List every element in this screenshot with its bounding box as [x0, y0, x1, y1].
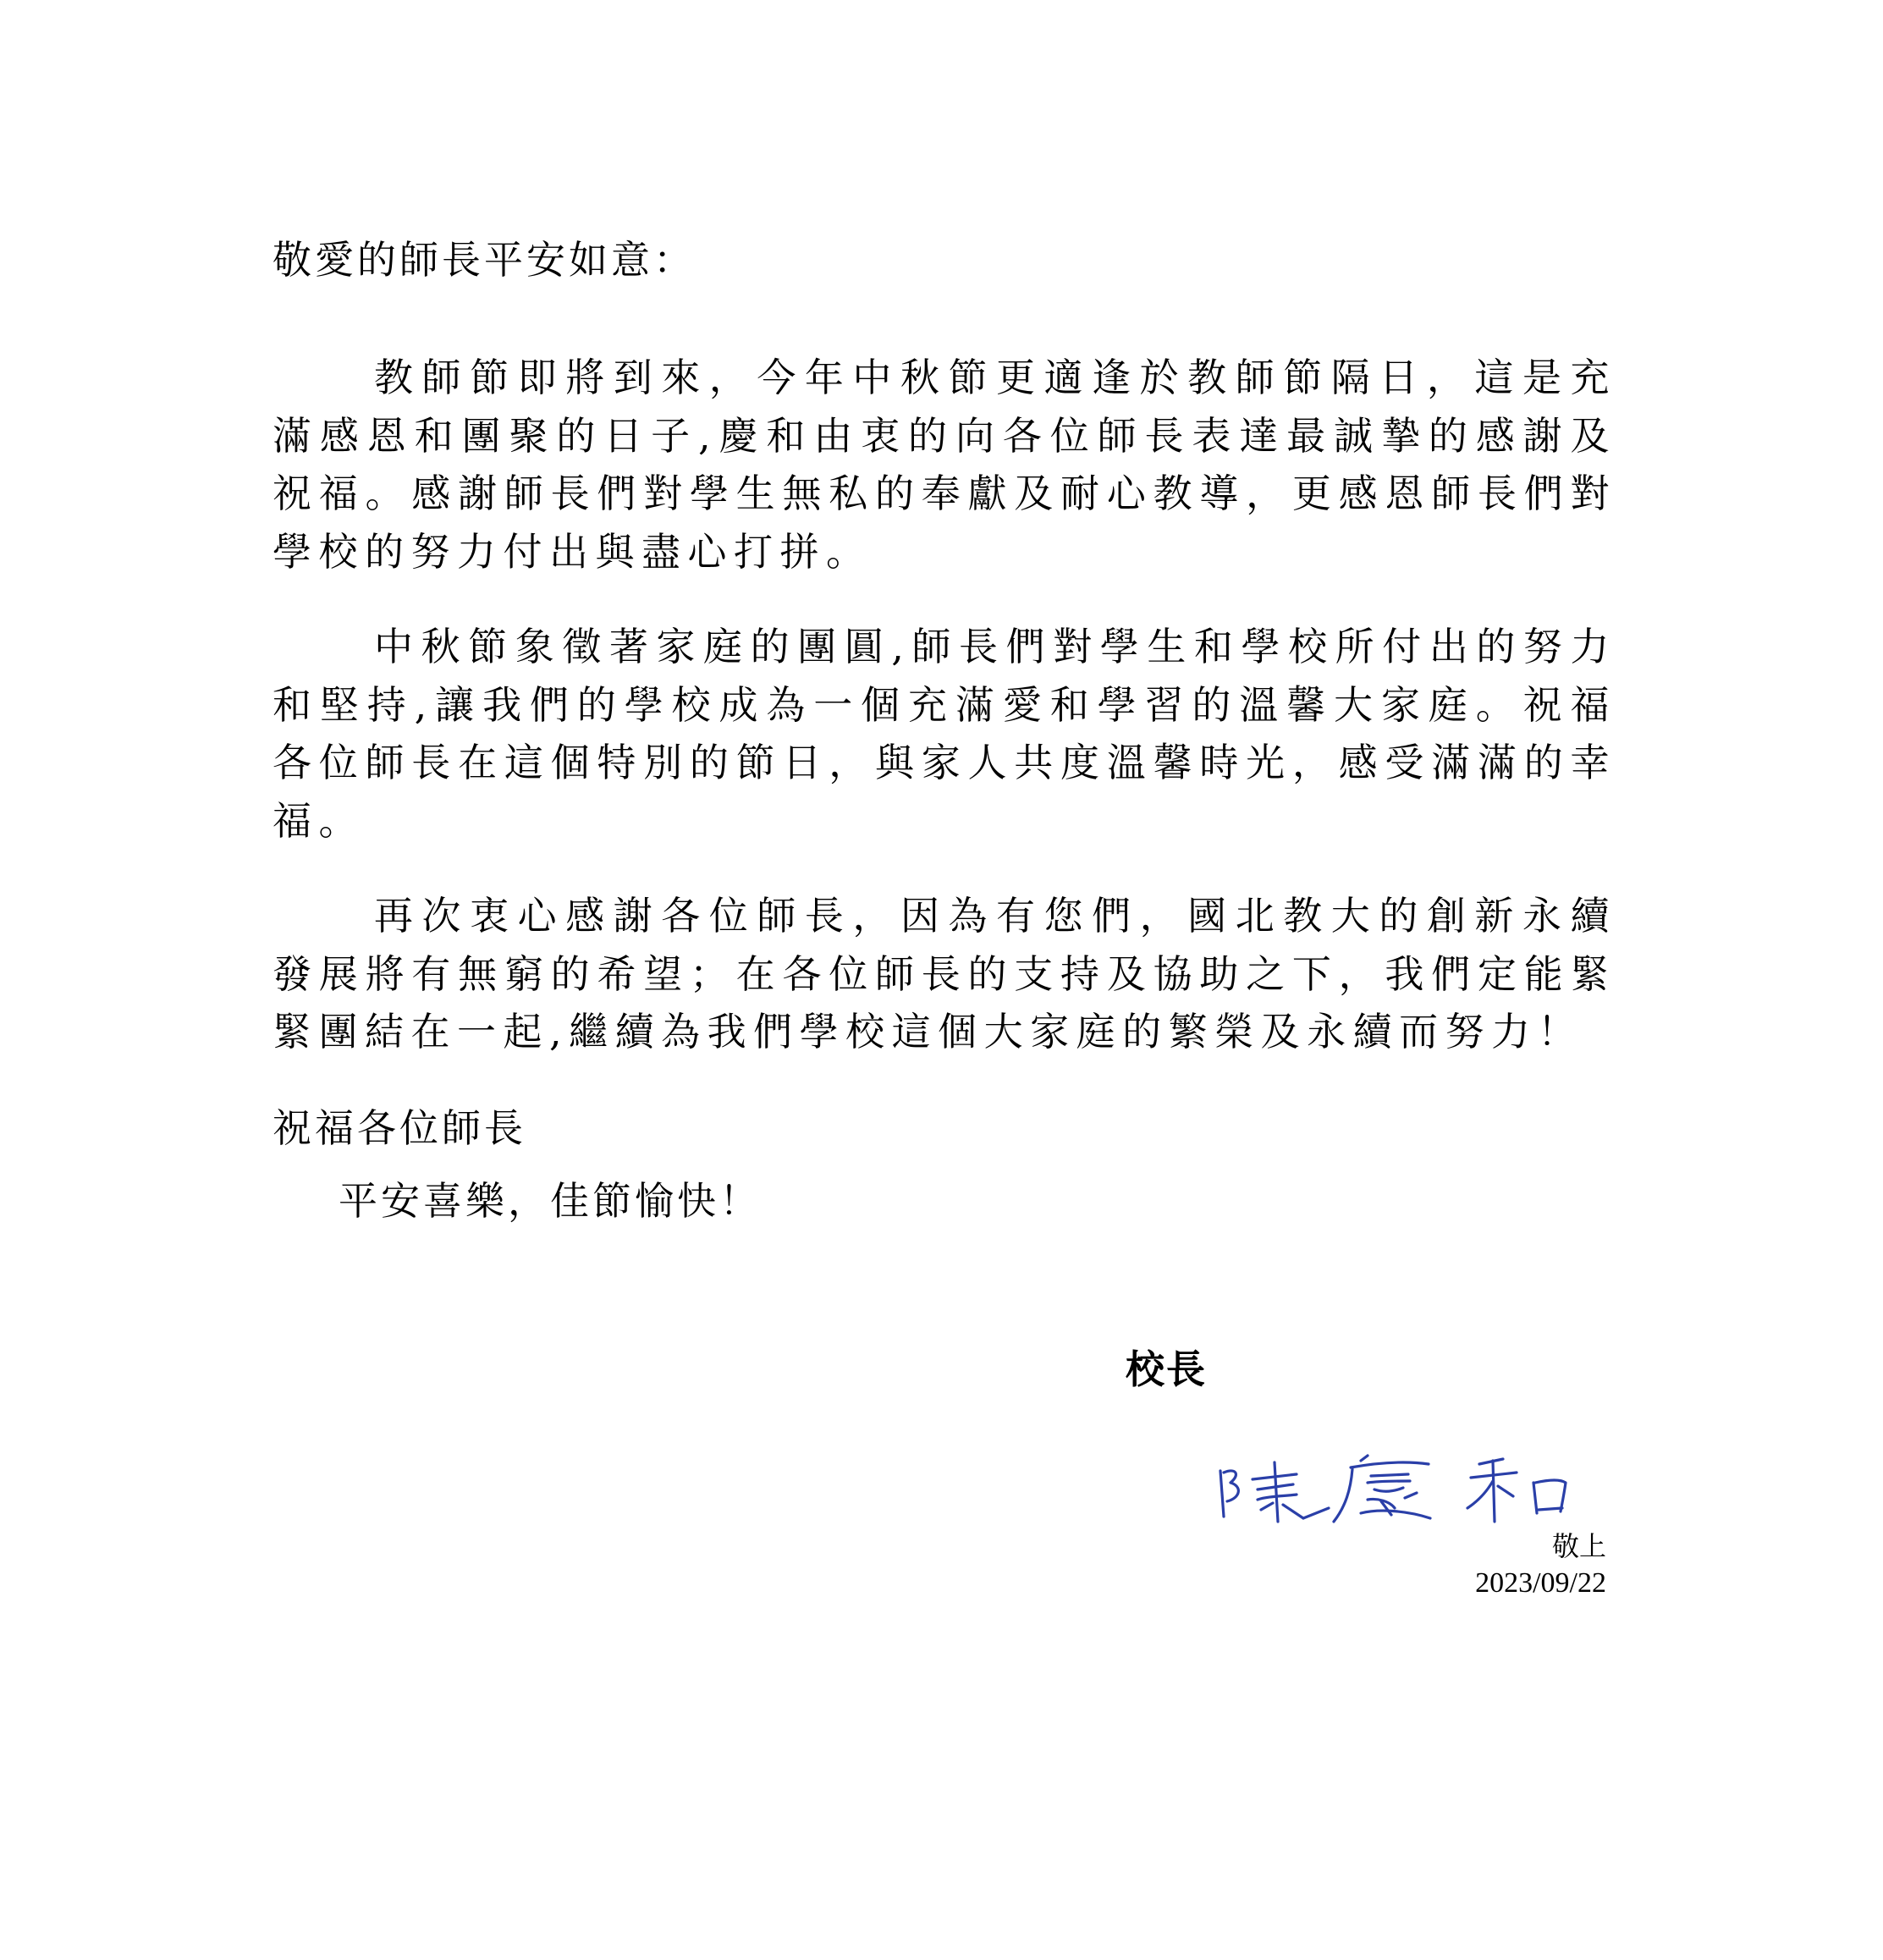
paragraph-3: 再次衷心感謝各位師長，因為有您們，國北教大的創新永續發展將有無窮的希望；在各位師長的支持及協助之下，我們定能緊緊團結在一起,繼續為我們學校這個大家庭的繁榮及永續而努力！ — [273, 893, 1616, 1054]
signer-title: 校長 — [1126, 1346, 1207, 1392]
letter-body — [273, 230, 1616, 1231]
paragraph-2: 中秋節象徵著家庭的團圓,師長們對學生和學校所付出的努力和堅持,讓我們的學校成為一個充滿愛和學習的溫馨大家庭。祝福各位師長在這個特別的節日，與家人共度溫馨時光，感受滿滿的幸福。 — [273, 624, 1616, 844]
closing-wish: 平安喜樂，佳節愉快！ — [339, 1177, 762, 1224]
salutation: 敬愛的師長平安如意： — [273, 237, 696, 283]
closing-blessing: 祝福各位師長 — [273, 1104, 526, 1151]
letter-date: 2023/09/22 — [1475, 1567, 1606, 1599]
handwritten-signature — [1202, 1430, 1625, 1532]
paragraph-1: 教師節即將到來，今年中秋節更適逢於教師節隔日，這是充滿感恩和團聚的日子,慶和由衷的向各位師長表達最誠摯的感謝及祝福。感謝師長們對學生無私的奉獻及耐心教導，更感恩師長們對學校的努力付出與盡心打拼。 — [273, 355, 1616, 575]
sign-off: 敬上 — [1551, 1530, 1606, 1562]
